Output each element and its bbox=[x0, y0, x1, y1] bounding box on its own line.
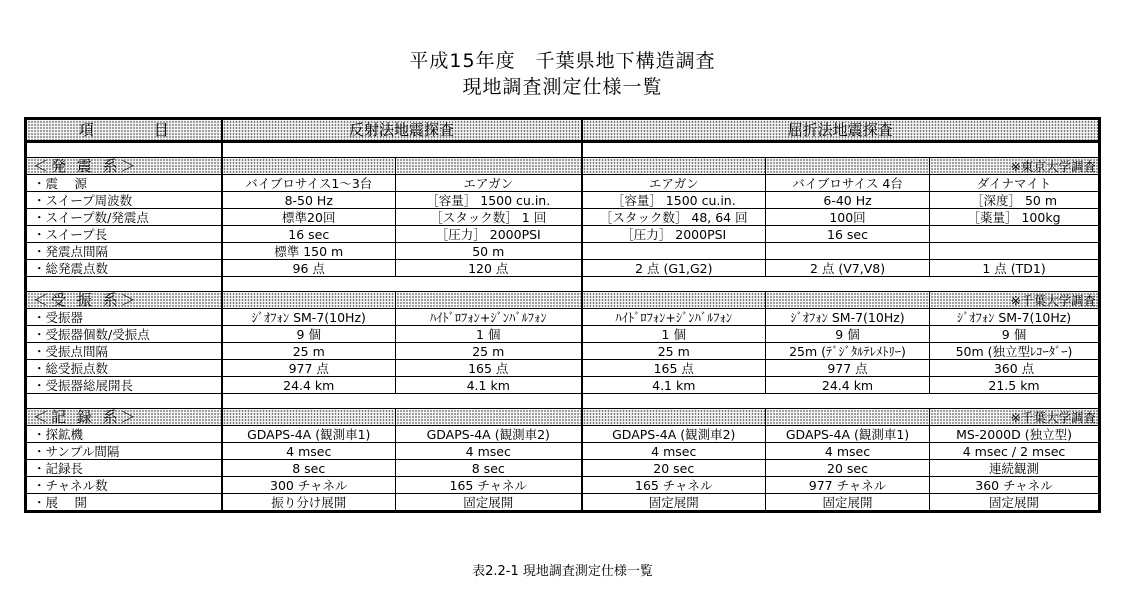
blank-row bbox=[26, 142, 1100, 158]
row-value-cell: 16 sec bbox=[222, 226, 396, 243]
row-value-cell bbox=[582, 243, 766, 260]
row-value-cell: 連続観測 bbox=[930, 460, 1100, 477]
row-item-label: ・震 源 bbox=[26, 175, 222, 192]
row-item-label: ・スイープ長 bbox=[26, 226, 222, 243]
row-value-cell: 6-40 Hz bbox=[766, 192, 930, 209]
row-item-label: ・受振器総展開長 bbox=[26, 377, 222, 394]
row-value-cell: 8-50 Hz bbox=[222, 192, 396, 209]
row-value-cell: ｼﾞｵﾌｫﾝ SM-7(10Hz) bbox=[766, 309, 930, 326]
page-subtitle: 現地調査測定仕様一覧 bbox=[462, 76, 663, 98]
row-value-cell: 4.1 km bbox=[396, 377, 582, 394]
row-value-cell: ［深度］ 50 m bbox=[930, 192, 1100, 209]
row-value-cell: 300 チャネル bbox=[222, 477, 396, 494]
row-value-cell: 4.1 km bbox=[582, 377, 766, 394]
blank-cell bbox=[222, 142, 582, 158]
row-value-cell: 9 個 bbox=[222, 326, 396, 343]
row-value-cell: 50 m bbox=[396, 243, 582, 260]
section-dotted-cell bbox=[582, 292, 766, 309]
row-value-cell: MS-2000D (独立型) bbox=[930, 426, 1100, 443]
header-reflection: 反射法地震探査 bbox=[222, 119, 582, 142]
row-item-label: ・展 開 bbox=[26, 494, 222, 512]
row-value-cell: 25 m bbox=[222, 343, 396, 360]
blank-cell bbox=[582, 142, 1100, 158]
row-value-cell: 165 チャネル bbox=[582, 477, 766, 494]
row-value-cell: 96 点 bbox=[222, 260, 396, 277]
row-item-label: ・チャネル数 bbox=[26, 477, 222, 494]
row-value-cell: 固定展開 bbox=[930, 494, 1100, 512]
row-value-cell: 8 sec bbox=[396, 460, 582, 477]
row-value-cell: 360 点 bbox=[930, 360, 1100, 377]
row-value-cell bbox=[766, 243, 930, 260]
row-value-cell: 4 msec bbox=[222, 443, 396, 460]
section-dotted-cell bbox=[396, 292, 582, 309]
row-value-cell: 4 msec bbox=[766, 443, 930, 460]
section-dotted-cell bbox=[396, 409, 582, 426]
header-item: 項 目 bbox=[26, 119, 222, 142]
row-value-cell: 20 sec bbox=[582, 460, 766, 477]
header-refraction: 屈折法地震探査 bbox=[582, 119, 1100, 142]
row-item-label: ・受振器個数/受振点 bbox=[26, 326, 222, 343]
row-value-cell: 標準20回 bbox=[222, 209, 396, 226]
row-value-cell bbox=[930, 243, 1100, 260]
table-row bbox=[26, 175, 1100, 192]
table-row bbox=[26, 192, 1100, 209]
row-value-cell: 2 点 (V7,V8) bbox=[766, 260, 930, 277]
blank-cell bbox=[26, 277, 222, 292]
row-value-cell: 977 チャネル bbox=[766, 477, 930, 494]
table-row bbox=[26, 426, 1100, 443]
blank-cell bbox=[222, 394, 582, 409]
row-value-cell: 8 sec bbox=[222, 460, 396, 477]
row-value-cell: 4 msec bbox=[582, 443, 766, 460]
row-value-cell: 9 個 bbox=[930, 326, 1100, 343]
section-dotted-cell bbox=[222, 409, 396, 426]
section-dotted-cell bbox=[222, 292, 396, 309]
row-value-cell: GDAPS-4A (観測車1) bbox=[766, 426, 930, 443]
row-value-cell: 120 点 bbox=[396, 260, 582, 277]
row-value-cell: 9 個 bbox=[766, 326, 930, 343]
row-value-cell: ｼﾞｵﾌｫﾝ SM-7(10Hz) bbox=[930, 309, 1100, 326]
row-value-cell: 50m (独立型ﾚｺｰﾀﾞｰ) bbox=[930, 343, 1100, 360]
row-value-cell: 標準 150 m bbox=[222, 243, 396, 260]
blank-cell bbox=[582, 394, 1100, 409]
row-value-cell: 24.4 km bbox=[222, 377, 396, 394]
row-value-cell: 20 sec bbox=[766, 460, 930, 477]
table-row bbox=[26, 360, 1100, 377]
blank-cell bbox=[26, 142, 222, 158]
row-item-label: ・スイープ周波数 bbox=[26, 192, 222, 209]
row-item-label: ・記録長 bbox=[26, 460, 222, 477]
row-value-cell: ［圧力］ 2000PSI bbox=[582, 226, 766, 243]
row-value-cell: 16 sec bbox=[766, 226, 930, 243]
row-value-cell: ［圧力］ 2000PSI bbox=[396, 226, 582, 243]
row-value-cell: ［容量］ 1500 cu.in. bbox=[582, 192, 766, 209]
row-value-cell: 25 m bbox=[396, 343, 582, 360]
row-value-cell: 1 個 bbox=[396, 326, 582, 343]
row-value-cell: ［容量］ 1500 cu.in. bbox=[396, 192, 582, 209]
row-item-label: ・サンプル間隔 bbox=[26, 443, 222, 460]
row-value-cell: ﾊｲﾄﾞﾛﾌｫﾝ+ｼﾞﾝﾊﾞﾙﾌｫﾝ bbox=[582, 309, 766, 326]
table-row bbox=[26, 343, 1100, 360]
section-dotted-cell bbox=[766, 409, 930, 426]
table-row bbox=[26, 477, 1100, 494]
section-label-recording: ＜記 録 系＞ bbox=[26, 409, 222, 426]
row-item-label: ・総発震点数 bbox=[26, 260, 222, 277]
row-value-cell: 1 個 bbox=[582, 326, 766, 343]
section-label-receiver: ＜受 振 系＞ bbox=[26, 292, 222, 309]
row-value-cell: GDAPS-4A (観測車1) bbox=[222, 426, 396, 443]
row-item-label: ・スイープ数/発震点 bbox=[26, 209, 222, 226]
row-value-cell: 360 チャネル bbox=[930, 477, 1100, 494]
table-row bbox=[26, 460, 1100, 477]
row-value-cell: 固定展開 bbox=[766, 494, 930, 512]
row-value-cell: 24.4 km bbox=[766, 377, 930, 394]
row-value-cell: 4 msec / 2 msec bbox=[930, 443, 1100, 460]
section-row-receiver bbox=[26, 292, 1100, 309]
blank-cell bbox=[582, 277, 1100, 292]
blank-cell bbox=[222, 277, 582, 292]
row-value-cell: 1 点 (TD1) bbox=[930, 260, 1100, 277]
section-dotted-cell bbox=[222, 158, 396, 175]
row-value-cell: GDAPS-4A (観測車2) bbox=[396, 426, 582, 443]
section-note-source: ※東京大学調査 bbox=[930, 158, 1100, 175]
row-value-cell: ﾊｲﾄﾞﾛﾌｫﾝ+ｼﾞﾝﾊﾞﾙﾌｫﾝ bbox=[396, 309, 582, 326]
row-value-cell: バイブロサイス 4台 bbox=[766, 175, 930, 192]
row-value-cell: ｼﾞｵﾌｫﾝ SM-7(10Hz) bbox=[222, 309, 396, 326]
row-value-cell: バイブロサイス1～3台 bbox=[222, 175, 396, 192]
page-title: 平成15年度 千葉県地下構造調査 bbox=[409, 50, 716, 72]
table-row bbox=[26, 326, 1100, 343]
row-value-cell: エアガン bbox=[396, 175, 582, 192]
row-value-cell: ダイナマイト bbox=[930, 175, 1100, 192]
table-row bbox=[26, 309, 1100, 326]
row-value-cell: エアガン bbox=[582, 175, 766, 192]
row-value-cell: 165 点 bbox=[396, 360, 582, 377]
row-value-cell: 振り分け展開 bbox=[222, 494, 396, 512]
blank-cell bbox=[26, 394, 222, 409]
section-dotted-cell bbox=[582, 409, 766, 426]
section-dotted-cell bbox=[582, 158, 766, 175]
row-item-label: ・発震点間隔 bbox=[26, 243, 222, 260]
row-value-cell bbox=[930, 226, 1100, 243]
row-value-cell: GDAPS-4A (観測車2) bbox=[582, 426, 766, 443]
section-note-recording: ※千葉大学調査 bbox=[930, 409, 1100, 426]
row-item-label: ・総受振点数 bbox=[26, 360, 222, 377]
table-row bbox=[26, 260, 1100, 277]
section-dotted-cell bbox=[766, 158, 930, 175]
row-value-cell: 25m (ﾃﾞｼﾞﾀﾙﾃﾚﾒﾄﾘｰ) bbox=[766, 343, 930, 360]
row-value-cell: 165 点 bbox=[582, 360, 766, 377]
blank-row bbox=[26, 394, 1100, 409]
row-item-label: ・探鉱機 bbox=[26, 426, 222, 443]
row-value-cell: ［スタック数］ 48, 64 回 bbox=[582, 209, 766, 226]
row-value-cell: 977 点 bbox=[222, 360, 396, 377]
table-header-row bbox=[26, 119, 1100, 142]
row-value-cell: ［スタック数］ 1 回 bbox=[396, 209, 582, 226]
table-row bbox=[26, 377, 1100, 394]
row-value-cell: ［薬量］ 100kg bbox=[930, 209, 1100, 226]
spec-table bbox=[24, 117, 1101, 513]
row-item-label: ・受振点間隔 bbox=[26, 343, 222, 360]
section-row-recording bbox=[26, 409, 1100, 426]
table-caption: 表2.2-1 現地調査測定仕様一覧 bbox=[472, 564, 653, 579]
table-row bbox=[26, 443, 1100, 460]
row-value-cell: 165 チャネル bbox=[396, 477, 582, 494]
section-label-source: ＜発 震 系＞ bbox=[26, 158, 222, 175]
row-item-label: ・受振器 bbox=[26, 309, 222, 326]
section-note-receiver: ※千葉大学調査 bbox=[930, 292, 1100, 309]
section-dotted-cell bbox=[396, 158, 582, 175]
row-value-cell: 2 点 (G1,G2) bbox=[582, 260, 766, 277]
table-row bbox=[26, 226, 1100, 243]
blank-row bbox=[26, 277, 1100, 292]
table-row bbox=[26, 209, 1100, 226]
row-value-cell: 21.5 km bbox=[930, 377, 1100, 394]
table-row bbox=[26, 494, 1100, 512]
row-value-cell: 25 m bbox=[582, 343, 766, 360]
section-row-source bbox=[26, 158, 1100, 175]
spec-table-body bbox=[26, 119, 1100, 512]
row-value-cell: 100回 bbox=[766, 209, 930, 226]
row-value-cell: 4 msec bbox=[396, 443, 582, 460]
row-value-cell: 固定展開 bbox=[582, 494, 766, 512]
table-row bbox=[26, 243, 1100, 260]
row-value-cell: 977 点 bbox=[766, 360, 930, 377]
row-value-cell: 固定展開 bbox=[396, 494, 582, 512]
section-dotted-cell bbox=[766, 292, 930, 309]
